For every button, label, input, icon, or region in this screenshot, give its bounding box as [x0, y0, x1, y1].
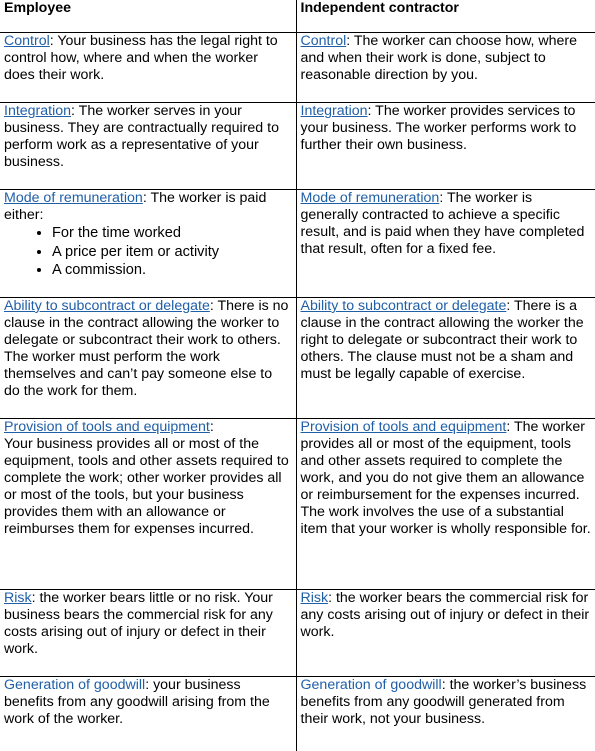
- table-row: [0, 298, 595, 419]
- employee-cell: [0, 677, 296, 751]
- term-link[interactable]: Mode of remuneration: [301, 190, 440, 206]
- employee-cell: [0, 590, 296, 677]
- header-employee: Employee: [0, 0, 296, 33]
- cell-text: : There is a clause in the contract allowing the worker the right to delegate or subcontract their work to others. The clause must not be a sham and must be legally capable of exercise.: [301, 298, 584, 382]
- cell-text: : The worker is paid either:: [4, 190, 266, 223]
- cell-text: : The worker provides services to your business. The worker performs work to further their own business.: [301, 103, 577, 153]
- term-link[interactable]: Provision of tools and equipment: [301, 419, 507, 435]
- term-link[interactable]: Ability to subcontract or delegate: [4, 298, 210, 314]
- term-link[interactable]: Risk: [301, 590, 329, 606]
- list-item: • A price per item or activity: [52, 243, 292, 262]
- cell-paragraph: [4, 419, 292, 436]
- term-link[interactable]: Ability to subcontract or delegate: [301, 298, 507, 314]
- cell-text: : The worker serves in your business. They are contractually required to perform work as a representative of your business.: [4, 103, 279, 170]
- employee-cell: [0, 103, 296, 190]
- contractor-cell: [296, 419, 595, 590]
- employee-cell: [0, 419, 296, 590]
- cell-text: : the worker’s business benefits from any goodwill generated from their work, not your business.: [301, 677, 587, 727]
- header-row: [0, 0, 595, 33]
- term-label: Generation of goodwill: [301, 677, 442, 693]
- cell-paragraph: [301, 419, 592, 504]
- table-row: [0, 190, 595, 298]
- term-label: Generation of goodwill: [4, 677, 145, 693]
- contractor-cell: [296, 298, 595, 419]
- cell-text: : the worker bears the commercial risk for any costs arising out of injury or defect in their work.: [301, 590, 590, 640]
- term-link[interactable]: Provision of tools and equipment: [4, 419, 210, 435]
- cell-text: : There is no clause in the contract allowing the worker to delegate or subcontract their work to others. The worker must perform the work themselves and can’t pay someone else to do the work for them.: [4, 298, 288, 399]
- table-row: [0, 33, 595, 103]
- contractor-cell: [296, 590, 595, 677]
- term-link[interactable]: Risk: [4, 590, 32, 606]
- table-row: [0, 419, 595, 590]
- employee-cell: [0, 33, 296, 103]
- cell-text: : The worker is generally contracted to achieve a specific result, and is paid when they have completed that result, often for a fixed fee.: [301, 190, 585, 257]
- employee-cell: [0, 190, 296, 298]
- cell-text: : The worker can choose how, where and when their work is done, subject to reasonable direction by you.: [301, 33, 578, 83]
- table-row: [0, 590, 595, 677]
- table-row: [0, 103, 595, 190]
- list-item: • A commission.: [52, 261, 292, 280]
- term-link[interactable]: Control: [4, 33, 50, 49]
- cell-text: :: [210, 419, 214, 435]
- remuneration-list: [4, 224, 292, 280]
- contractor-cell: [296, 33, 595, 103]
- table-row: [0, 677, 595, 751]
- cell-text: : Your business has the legal right to control how, where and when the worker does their work.: [4, 33, 278, 83]
- cell-paragraph: The work involves the use of a substantial item that your worker is wholly responsible for.: [301, 504, 592, 538]
- employee-cell: [0, 298, 296, 419]
- header-contractor: Independent contractor: [296, 0, 595, 33]
- cell-text: : the worker bears little or no risk. Your business bears the commercial risk for any costs arising out of injury or defect in their work.: [4, 590, 273, 657]
- term-link[interactable]: Control: [301, 33, 347, 49]
- cell-text: : The worker provides all or most of the equipment, tools and other assets required to complete the work, and you do not give them an allowance or reimbursement for the expenses incurred.: [301, 419, 585, 503]
- contractor-cell: [296, 190, 595, 298]
- contractor-cell: [296, 677, 595, 751]
- term-link[interactable]: Mode of remuneration: [4, 190, 143, 206]
- list-item: • For the time worked: [52, 224, 292, 243]
- cell-paragraph: Your business provides all or most of the equipment, tools and other assets required to complete the work; other worker provides all or most of the tools, but your business provides them with an allowance or reimburses them for expenses incurred.: [4, 436, 292, 538]
- term-link[interactable]: Integration: [4, 103, 71, 119]
- contractor-cell: [296, 103, 595, 190]
- cell-text: : your business benefits from any goodwill arising from the work of the worker.: [4, 677, 270, 727]
- term-link[interactable]: Integration: [301, 103, 368, 119]
